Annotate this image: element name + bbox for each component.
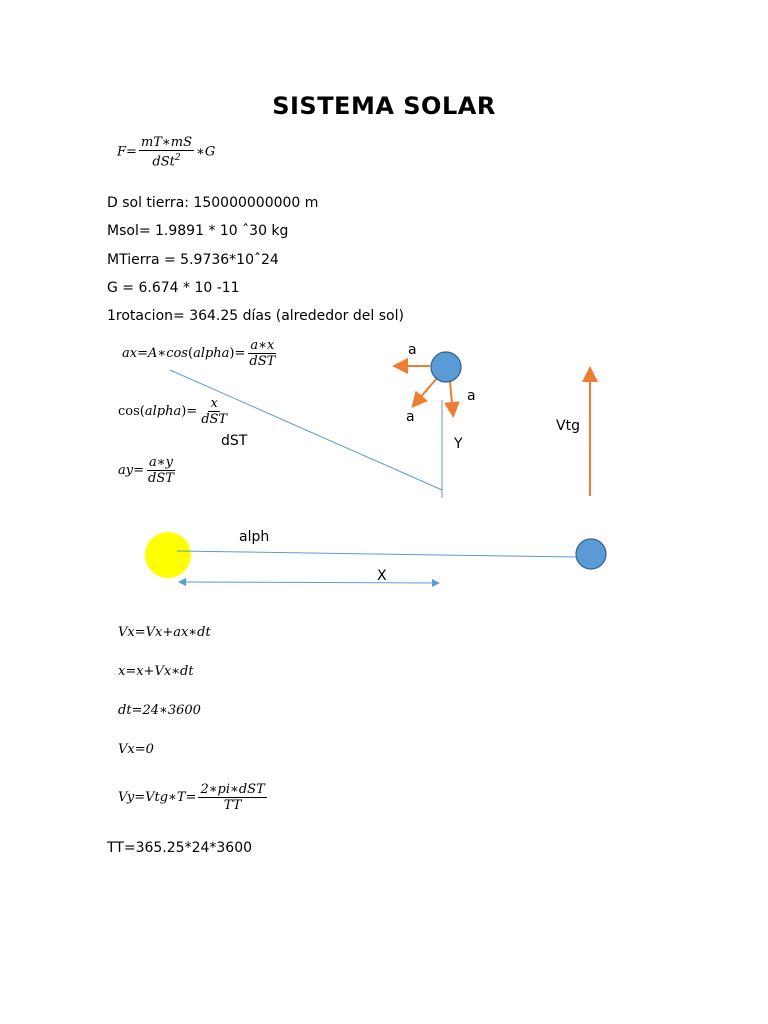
fact-mtierra: MTierra = 5.9736*10ˆ24 [107, 252, 279, 268]
equation-vx-update: Vx=Vx+ax∗dt [118, 625, 211, 640]
fact-msol: Msol= 1.9891 * 10 ˆ30 kg [107, 223, 289, 239]
vy-lhs: Vy=Vtg∗T= [118, 790, 197, 805]
dst-line [170, 370, 442, 490]
ax-arg: alpha [193, 346, 230, 361]
force-exponent: 2 [174, 153, 181, 163]
cos-formula: cos(alpha)= $\frac{x}{\text{dST}}$ [118, 396, 228, 427]
vy-denominator: TT [223, 798, 242, 813]
cos-lhs: cos [118, 404, 140, 419]
fact-rotation: 1rotacion= 364.25 días (alrededor del sol) [107, 308, 404, 324]
vy-formula [118, 782, 269, 813]
cos-denominator: dST [201, 412, 228, 427]
a-label-lower: a [406, 409, 415, 425]
equation-dt: dt=24∗3600 [118, 703, 201, 718]
a-label-left: a [408, 342, 417, 358]
alph-line [177, 551, 576, 557]
vy-fraction [198, 782, 266, 813]
ax-numerator: a∗x [250, 338, 275, 353]
force-numerator: mT∗mS [140, 135, 193, 150]
ax-formula: ax=A∗cos(alpha)= $\frac{a∗x}{\text{dST}}$ [122, 338, 276, 369]
dst-label: dST [221, 433, 248, 449]
cos-arg: alpha [144, 404, 182, 419]
tt-line: TT=365.25*24*3600 [107, 840, 253, 856]
ay-lhs: ay= [118, 463, 144, 478]
sun [145, 532, 191, 578]
ay-denominator: dST [148, 471, 174, 486]
vy-numerator: 2∗pi∗dST [200, 782, 265, 797]
a-vector-diag [414, 378, 437, 405]
y-label: Y [454, 436, 463, 452]
force-lhs: F [117, 144, 127, 160]
cos-eq: = [186, 404, 198, 419]
equation-x-update: x=x+Vx∗dt [118, 664, 194, 679]
planet-lower [576, 539, 606, 569]
force-formula: F= $\frac{mT∗mS}{dSt^2}$ ∗G [117, 135, 216, 170]
x-label: X [377, 568, 387, 584]
ax-eq: = [234, 346, 246, 361]
equation-vx-init: Vx=0 [118, 742, 154, 757]
a-label-right: a [467, 388, 476, 404]
fact-g: G = 6.674 * 10 -11 [107, 280, 240, 296]
page-title: SISTEMA SOLAR [272, 92, 496, 120]
alph-label: alph [239, 529, 270, 545]
planet-upper [431, 352, 461, 382]
ay-numerator: a∗y [148, 455, 173, 470]
x-arrow [180, 582, 438, 583]
ax-lhs: ax=A∗cos [122, 346, 188, 361]
ax-denominator: dST [249, 354, 276, 369]
cos-numerator: x [210, 396, 218, 411]
vtg-label: Vtg [556, 418, 580, 434]
a-vector-down [450, 382, 453, 414]
force-denominator: dSt [152, 154, 175, 170]
force-tail: ∗G [196, 144, 216, 160]
fact-distance: D sol tierra: 150000000000 m [107, 195, 319, 211]
